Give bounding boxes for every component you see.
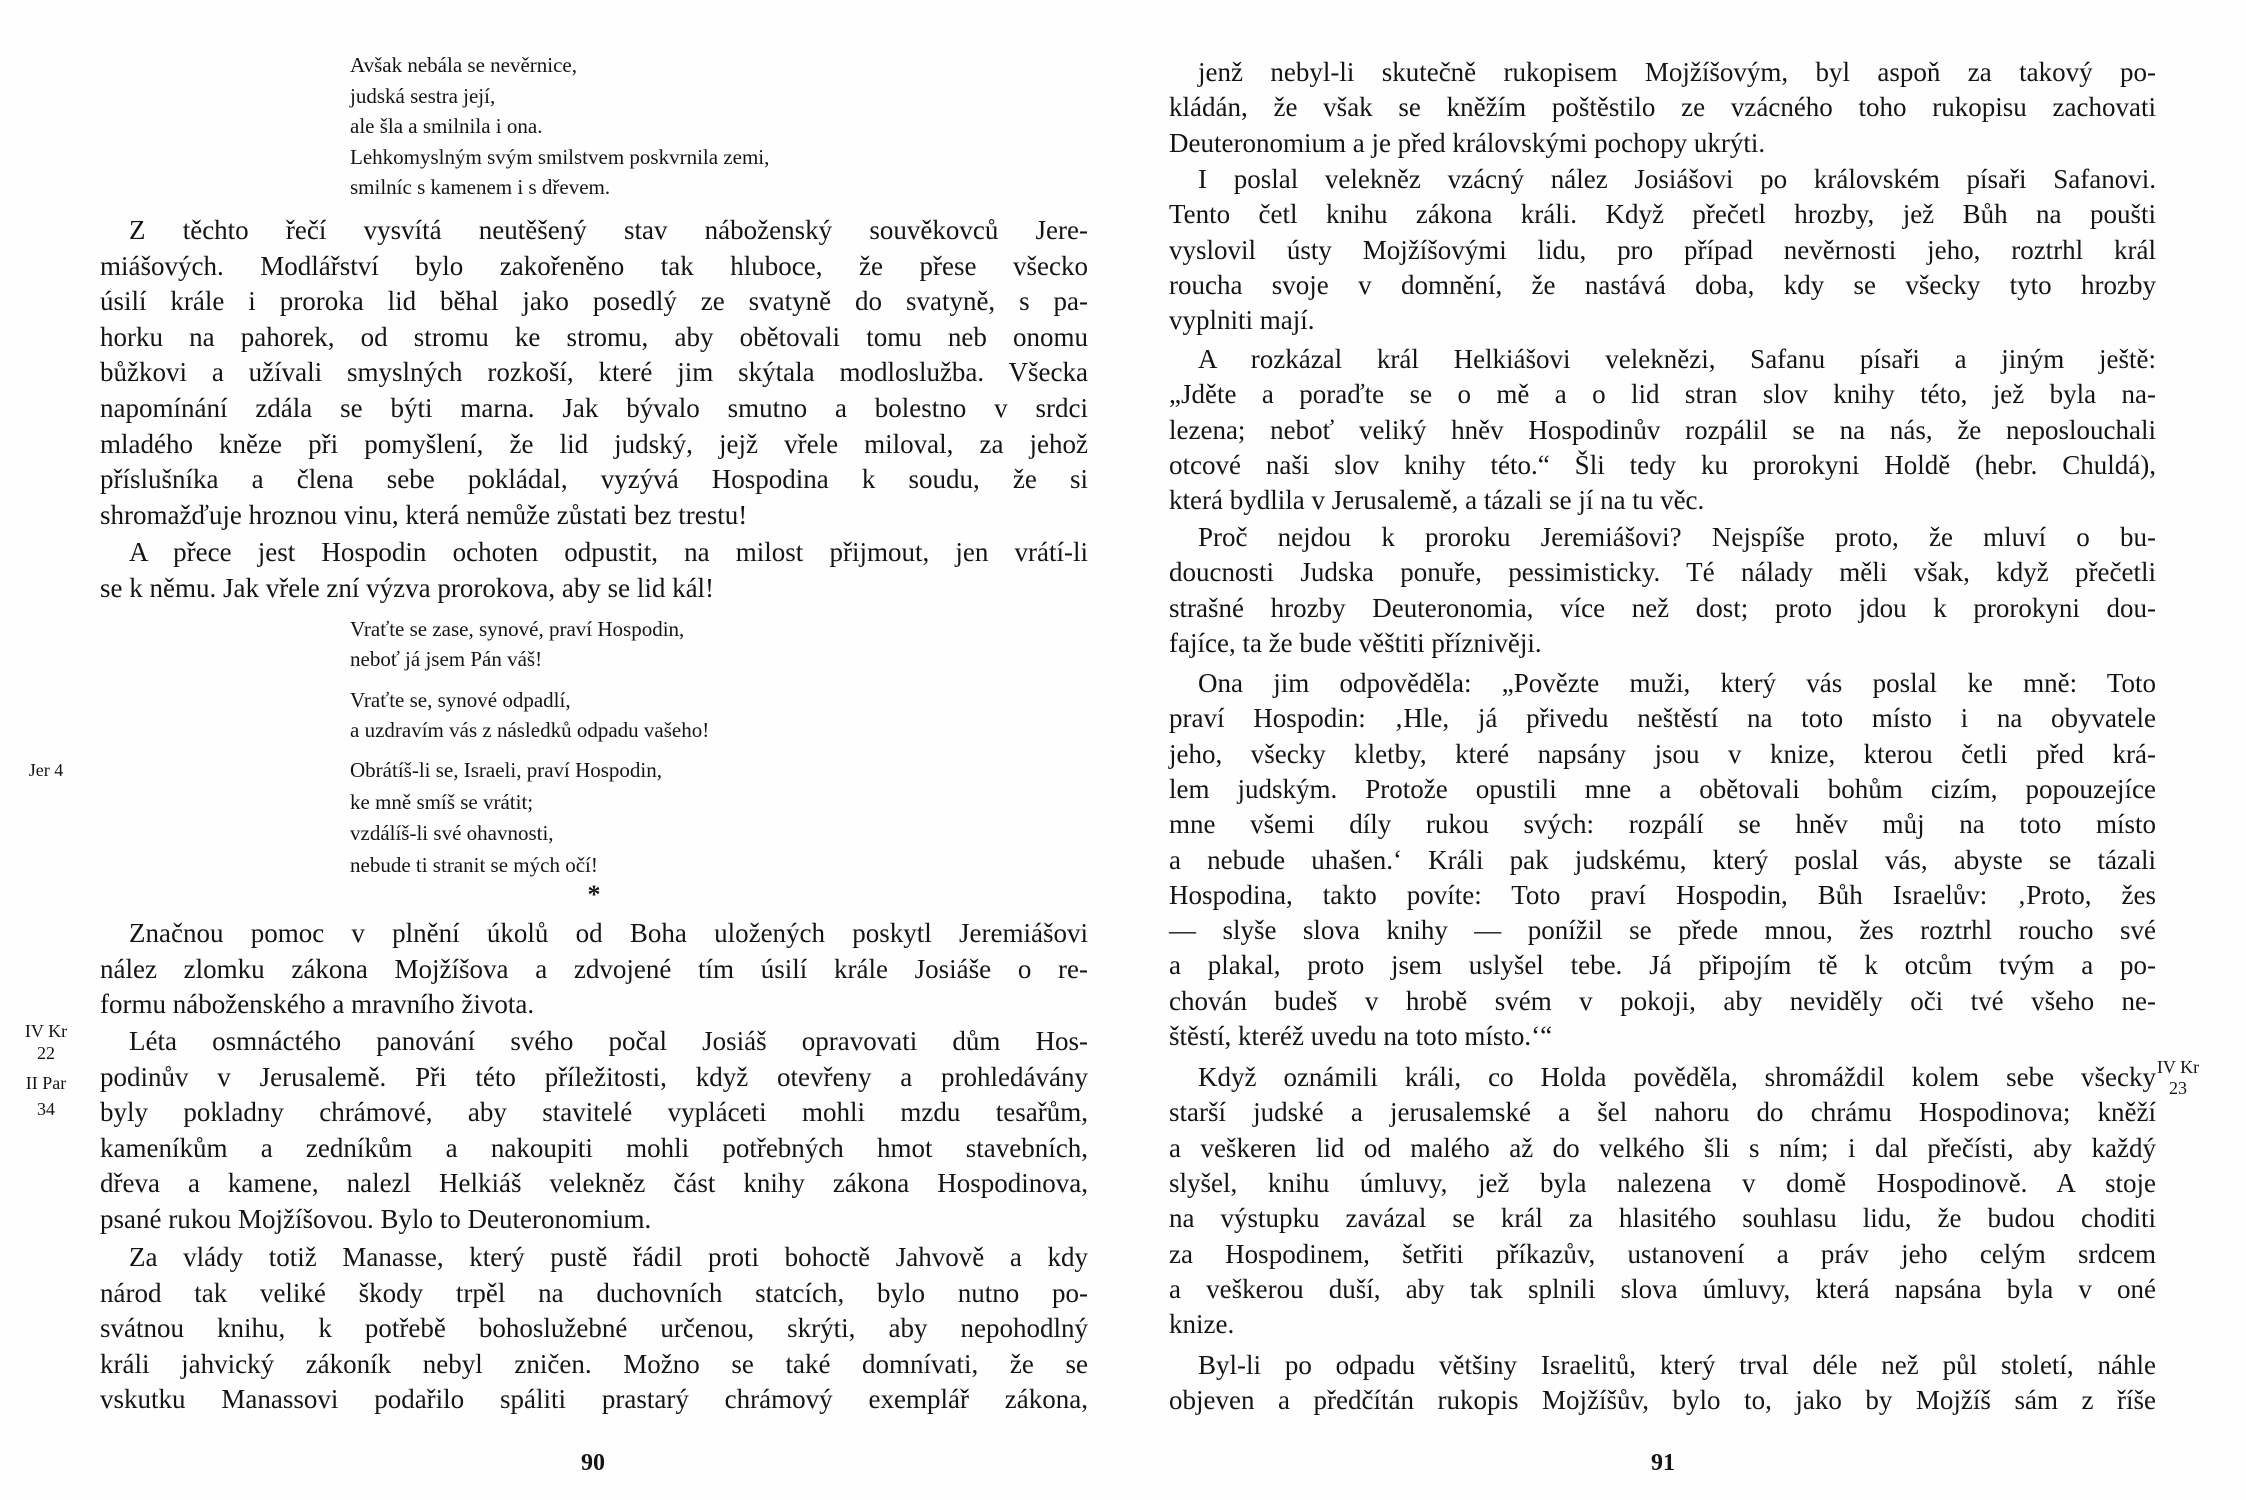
verse-line: ke mně smíš se vrátit; [350,789,534,814]
paragraph-line: shromažďuje hroznou vinu, která nemůže zůstati bez trestu! [100,499,748,530]
paragraph-line: „Jděte a poraďte se o mě a o lid stran slov knihy této, jež byla na- [1169,379,2156,410]
margin-note: 23 [2169,1078,2187,1098]
paragraph-line: lem judským. Protože opustili mne a obětovali bohům cizím, popouzejíce [1169,773,2156,804]
verse-line: Lehkomyslným svým smilstvem poskvrnila zemi, [350,144,770,169]
paragraph-line: příslušníka a člena sebe pokládal, vyzývá Hospodina k soudu, že si [100,464,1088,495]
paragraph-line: a veškerou duší, aby tak splnili slova úmluvy, která napsána byla v oné [1169,1273,2156,1304]
verse-line: Vraťte se zase, synové, praví Hospodin, [350,617,685,641]
paragraph-line: strašné hrozby Deuteronomia, více než dost; proto jdou k prorokyni dou- [1169,592,2156,623]
margin-note: IV Kr [2156,1057,2200,1077]
paragraph-line: A přece jest Hospodin ochoten odpustit, na milost přijmout, jen vrátí-li [129,537,1088,567]
verse-line: smilníc s kamenem i s dřevem. [350,175,611,199]
paragraph-line: a nebude uhašen.‘ Králi pak judskému, který poslal vás, abyste se tázali [1169,844,2156,875]
paragraph-line: mladého kněze při pomyšlení, že lid judský, jejž vřele miloval, za jehož [100,428,1088,459]
paragraph-line: národ tak veliké škody trpěl na duchovních statcích, bylo nutno po- [100,1277,1088,1308]
paragraph-line: chován budeš v hrobě svém v pokoji, aby neviděly oči tvé všeho ne- [1169,985,2156,1016]
paragraph-line: starší judské a jerusalemské a šel nahoru do chrámu Hospodinova; kněží [1169,1097,2156,1128]
paragraph-line: praví Hospodin: ‚Hle, já přivedu neštěstí na toto místo i na obyvatele [1169,703,2156,734]
paragraph-line: Hospodina, takto povíte: Toto praví Hospodin, Bůh Israelův: ‚Proto, žes [1169,879,2156,910]
paragraph-line: svátnou knihu, k potřebě bohoslužebné určenou, skrýti, aby nepohodlný [100,1313,1088,1344]
paragraph-line: mne všemi díly rukou svých: rozpálí se hněv můj na toto místo [1169,809,2156,840]
paragraph-line: doucnosti Judska ponuře, pessimisticky. Té nálady měli však, když přečetli [1169,557,2156,588]
paragraph-line: Ona jim odpověděla: „Povězte muži, který vás poslal ke mně: Toto [1198,668,2156,698]
paragraph-line: nález zlomku zákona Mojžíšova a zdvojené tím úsilí krále Josiáše o re- [100,953,1088,984]
verse-line: a uzdravím vás z následků odpadu vašeho! [350,718,710,742]
paragraph-line: A rozkázal král Helkiášovi veleknězi, Safanu písaři a jiným ještě: [1198,344,2156,374]
paragraph-line: vskutku Manassovi podařilo spáliti prastarý chrámový exemplář zákona, [100,1384,1088,1415]
verse-line: nebude ti stranit se mých očí! [350,852,598,877]
paragraph-line: Když oznámili králi, co Holda pověděla, shromáždil kolem sebe všecky [1198,1062,2156,1092]
paragraph-line: jeho, všecky kletby, které napsány jsou v knize, kterou četli před krá- [1169,738,2156,769]
margin-note: 22 [37,1043,55,1063]
paragraph-line: za Hospodinem, šetřiti příkazův, ustanovení a práv jeho celým srdcem [1169,1238,2156,1269]
paragraph-line: Za vlády totiž Manasse, který pustě řádil proti bohoctě Jahvově a kdy [129,1242,1088,1272]
page-number: 90 [581,1450,605,1476]
verse-line: Obrátíš-li se, Israeli, praví Hospodin, [350,758,663,782]
paragraph-line: I poslal velekněz vzácný nález Josiášovi po královském písaři Safanovi. [1198,164,2156,194]
margin-note: Jer 4 [28,760,64,780]
paragraph-line: Z těchto řečí vysvítá neutěšený stav náboženský souvěkovců Jere- [129,215,1088,245]
paragraph-line: a plakal, proto jsem uslyšel tebe. Já připojím tě k otcům tvým a po- [1169,950,2156,981]
paragraph-line: objeven a předčítán rukopis Mojžíšův, bylo to, jako by Mojžíš sám z říše [1169,1385,2156,1416]
paragraph-line: lezena; neboť veliký hněv Hospodinův rozpálil se na nás, že neposlouchali [1169,414,2156,445]
paragraph-line: a veškeren lid od malého až do velkého šli s ním; i dal přečísti, aby každý [1169,1132,2156,1163]
paragraph-line: se k němu. Jak vřele zní výzva prorokova, aby se lid kál! [100,572,715,603]
paragraph-line: otcové naši slov knihy této.“ Šli tedy ku prorokyni Holdě (hebr. Chuldá), [1169,449,2156,480]
paragraph-line: kládán, že však se kněžím poštěstilo ze vzácného toho rukopisu zachovati [1169,92,2156,123]
paragraph-line: napomínání zdála se býti marna. Jak bývalo smutno a bolestno v srdci [100,393,1088,423]
paragraph-line: králi jahvický zákoník nebyl zničen. Možno se také domnívati, že se [100,1348,1088,1379]
paragraph-line: úsilí krále i proroka lid běhal jako posedlý ze svatyně do svatyně, s pa- [100,286,1088,317]
paragraph-line: Byl-li po odpadu většiny Israelitů, který trval déle než půl století, náhle [1198,1350,2156,1380]
paragraph-line: miášových. Modlářství bylo zakořeněno tak hluboce, že přese všecko [100,250,1088,281]
verse-line: Vraťte se, synové odpadlí, [350,688,571,712]
margin-note: II Par [25,1073,67,1093]
paragraph-line: Tento četl knihu zákona králi. Když přečetl hrozby, jež Bůh na poušti [1169,199,2156,230]
paragraph-line: psané rukou Mojžíšovou. Bylo to Deuteronomium. [100,1204,652,1234]
paragraph-line: roucha svoje v domnění, že nastává doba, kdy se všecky tyto hrozby [1169,269,2156,300]
paragraph-line: Značnou pomoc v plnění úkolů od Boha uložených poskytl Jeremiášovi [129,918,1088,948]
paragraph-line: formu náboženského a mravního života. [100,989,535,1020]
paragraph-line: vyplniti mají. [1169,305,1315,336]
verse-line: neboť já jsem Pán váš! [350,646,543,671]
paragraph-line: dřeva a kamene, nalezl Helkiáš velekněz část knihy zákona Hospodinova, [100,1168,1088,1199]
paragraph-line: — slyše slova knihy — ponížil se přede mnou, žes roztrhl roucho své [1169,915,2156,946]
verse-line: Avšak nebála se nevěrnice, [350,53,578,77]
verse-line: ale šla a smilnila i ona. [350,114,543,138]
paragraph-line: knize. [1169,1309,1235,1340]
paragraph-line: bůžkovi a užívali smyslných rozkoší, které jim skýtala modloslužba. Všecka [100,357,1088,388]
page-number: 91 [1651,1450,1675,1476]
paragraph-line: podinův v Jerusalemě. Při této příležitosti, když otevřeny a prohledávány [100,1061,1088,1092]
margin-note: IV Kr [24,1021,68,1041]
margin-note: 34 [37,1099,55,1119]
section-separator: * [587,880,601,909]
paragraph-line: horku na pahorek, od stromu ke stromu, aby obětovali tomu neb onomu [100,321,1088,352]
paragraph-line: Léta osmnáctého panování svého počal Josiáš opravovati dům Hos- [129,1026,1088,1056]
paragraph-line: kameníkům a zedníkům a nakoupiti mohli potřebných hmot stavebních, [100,1132,1088,1163]
paragraph-line: která bydlila v Jerusalemě, a tázali se jí na tu věc. [1169,485,1705,516]
paragraph-line: na výstupku zavázal se král za hlasitého souhlasu lidu, že budou choditi [1169,1203,2156,1234]
paragraph-line: Proč nejdou k proroku Jeremiášovi? Nejspíše proto, že mluví o bu- [1198,522,2156,552]
paragraph-line: jenž nebyl-li skutečně rukopisem Mojžíšovým, byl aspoň za takový po- [1198,57,2156,87]
verse-line: vzdálíš-li své ohavnosti, [350,821,554,845]
paragraph-line: slyšel, knihu úmluvy, jež byla nalezena v domě Hospodinově. A stoje [1169,1167,2156,1198]
paragraph-line: Deuteronomium a je před královskými pochopy ukrýti. [1169,127,1766,158]
paragraph-line: byly pokladny chrámové, aby stavitelé vypláceti mohli mzdu tesařům, [100,1097,1088,1128]
paragraph-line: vyslovil ústy Mojžíšovými lidu, pro případ nevěrnosti jeho, roztrhl král [1169,234,2156,265]
paragraph-line: štěstí, kteréž uvedu na toto místo.‘“ [1169,1021,1553,1051]
paragraph-line: fajíce, ta že bude věštiti příznivěji. [1169,627,1542,658]
verse-line: judská sestra její, [350,83,496,108]
